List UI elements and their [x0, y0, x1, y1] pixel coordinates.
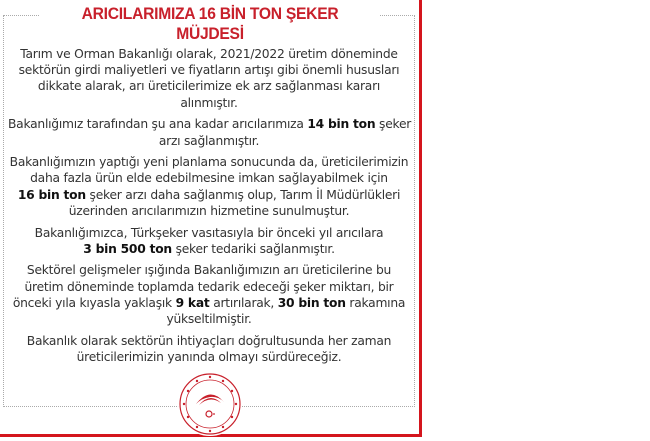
text-line: [8, 46, 410, 62]
text-segment: Bakanlığımızca, Türkşeker vasıtasıyla bir önceki yıl arıcılara: [34, 225, 384, 240]
highlighted-figure: 9 kat: [175, 295, 210, 310]
text-segment: daha fazla ürün elde edebilmesine imkan sağlayabilmek için: [30, 171, 388, 186]
paragraph: [8, 225, 410, 257]
text-line: [8, 78, 410, 94]
text-line: [8, 203, 410, 219]
highlighted-figure: 14 bin ton: [307, 117, 376, 132]
text-segment: arzı sağlanmıştır.: [158, 133, 260, 148]
text-line: [8, 95, 410, 111]
text-segment: üzerinden arıcılarımızın hizmetine sunulmuştur.: [68, 203, 350, 218]
text-line: [8, 62, 410, 78]
text-segment: önceki yıla kıyasla yaklaşık: [12, 295, 176, 310]
text-segment: sektörün girdi maliyetleri ve fiyatların artışı gibi önemli hususları: [18, 63, 400, 78]
paragraph: [8, 116, 410, 148]
text-line: [8, 349, 410, 365]
paragraph: [8, 333, 410, 365]
text-line: [8, 154, 410, 170]
text-segment: Bakanlık olarak sektörün ihtiyaçları doğrultusunda her zaman: [26, 333, 392, 348]
announcement-title: ARICILARIMIZA 16 BİN TON ŞEKER MÜJDESİ: [81, 4, 339, 43]
text-segment: şeker: [375, 117, 412, 132]
text-line: [8, 241, 410, 257]
text-segment: Sektörel gelişmeler ışığında Bakanlığımızın arı üreticilerine bu: [26, 263, 392, 278]
text-line: [8, 187, 410, 203]
text-segment: alınmıştır.: [180, 95, 238, 110]
text-line: [8, 311, 410, 327]
text-segment: şeker tedariki sağlanmıştır.: [171, 241, 335, 256]
text-line: [8, 170, 410, 186]
ministry-seal-icon: [178, 372, 242, 436]
title-container: [40, 4, 380, 44]
text-segment: Bakanlığımız tarafından şu ana kadar arıcılarımıza: [8, 117, 308, 132]
text-segment: üreticilerimizin yanında olmayı sürdüreceğiz.: [76, 349, 342, 364]
text-segment: dikkate alarak, arı üreticilerimize ek arz sağlanması kararı: [37, 79, 381, 94]
text-line: [8, 295, 410, 311]
text-line: [8, 225, 410, 241]
paragraph: [8, 154, 410, 219]
text-line: [8, 262, 410, 278]
text-segment: artırılarak,: [209, 295, 278, 310]
text-segment: şeker arzı daha sağlanmış olup, Tarım İl Müdürlükleri: [85, 187, 401, 202]
text-segment: üretim döneminde toplamda tedarik edeceği şeker miktarı, bir: [24, 279, 394, 294]
text-segment: Tarım ve Orman Bakanlığı olarak, 2021/2022 üretim döneminde: [20, 47, 398, 61]
highlighted-figure: 16 bin ton: [17, 187, 86, 202]
highlighted-figure: 3 bin 500 ton: [83, 241, 172, 256]
text-line: [8, 116, 410, 132]
text-segment: Bakanlığımızın yaptığı yeni planlama sonucunda da, üreticilerimizin: [9, 155, 409, 170]
paragraph: [8, 46, 410, 111]
paragraph: [8, 262, 410, 327]
highlighted-figure: 30 bin ton: [277, 295, 346, 310]
text-line: [8, 133, 410, 149]
text-line: [8, 279, 410, 295]
announcement-body: [8, 46, 410, 371]
text-segment: yükseltilmiştir.: [166, 312, 252, 327]
text-line: [8, 333, 410, 349]
text-segment: rakamına: [345, 295, 406, 310]
